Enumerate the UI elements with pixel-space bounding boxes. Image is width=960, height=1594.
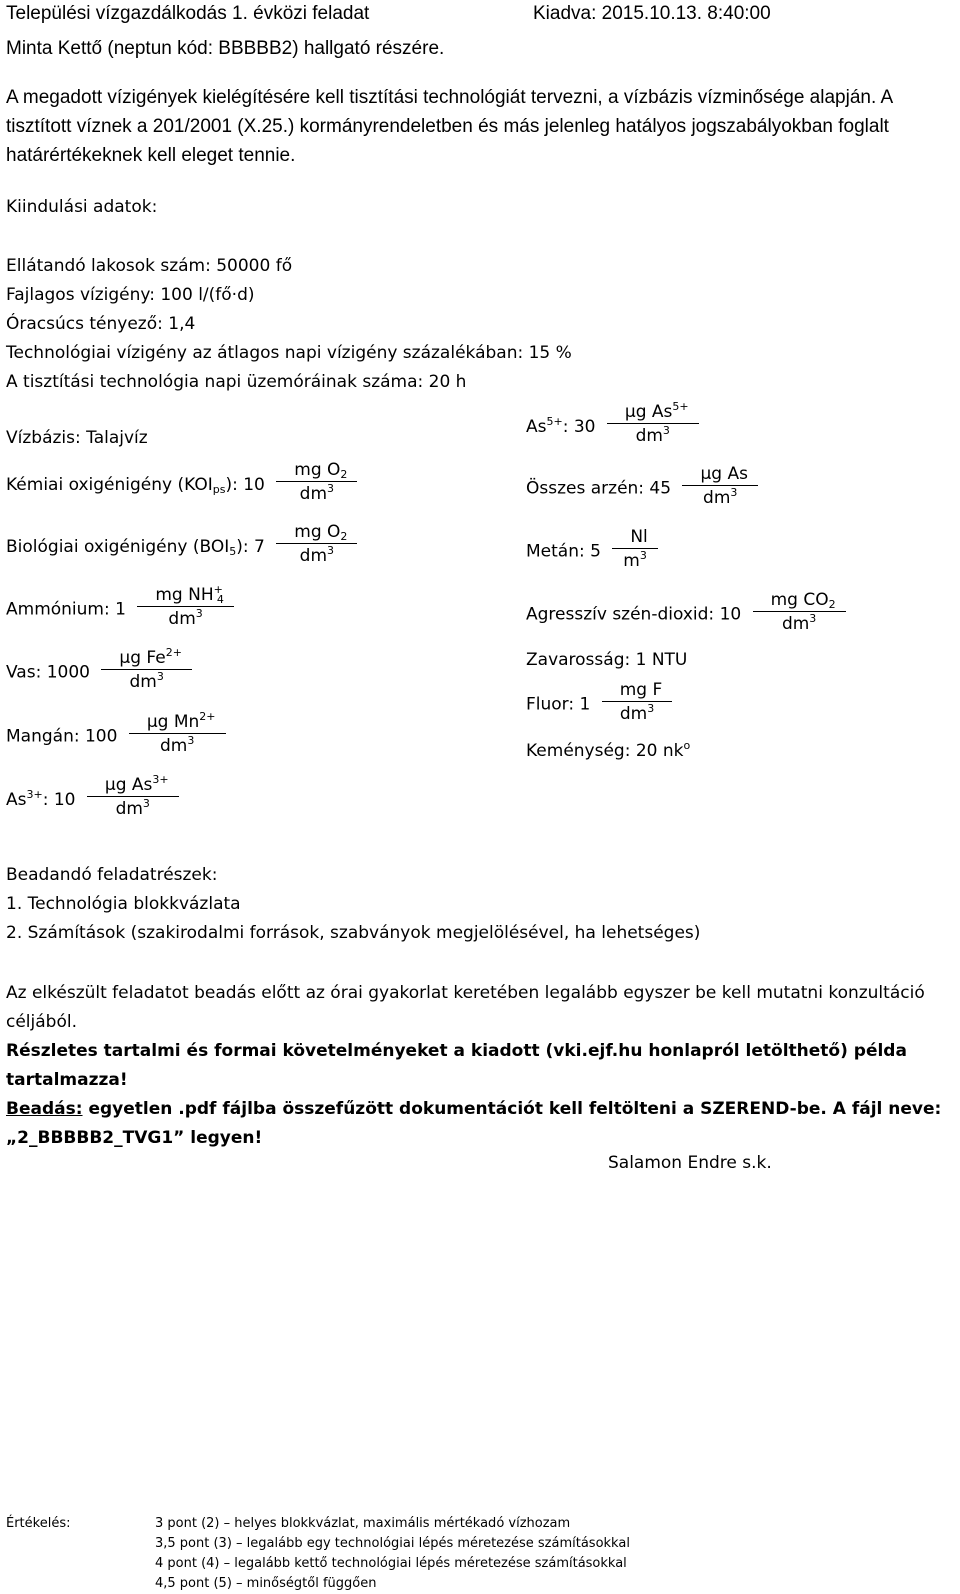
initial-data-line: Technológiai vízigény az átlagos napi vízigény százalékában: 15 %: [6, 343, 572, 363]
param-boi: Biológiai oxigénigény $(BOI_5)$: 7 $\frac{mg O_2}{dm^3}$: [6, 524, 357, 569]
student-line: Minta Kettő (neptun kód: BBBBB2) hallgató részére.: [6, 38, 445, 59]
initial-data-line: A tisztítási technológia napi üzemóráinak száma: 20 h: [6, 372, 467, 392]
water-source-label: Vízbázis: Talajvíz: [6, 428, 148, 448]
initial-data-heading: Kiindulási adatok:: [6, 197, 158, 217]
assignment-title: Települési vízgazdálkodás 1. évközi feladat: [6, 3, 370, 24]
param-fluoride: Fluor: 1 $\frac{\text{mg F}}{dm^3}$: [526, 682, 672, 727]
grading-item: 4,5 pont (5) – minőségtől függően: [155, 1576, 377, 1591]
signature: Salamon Endre s.k.: [608, 1153, 772, 1173]
param-total-arsenic: Összes arzén: 45 $\frac{\text{µg As}}{dm^3}$: [526, 466, 758, 511]
submission-note: Beadás: egyetlen .pdf fájlba összefűzött dokumentációt kell feltölteni a SZEREND-be. A fájl neve: „2_BBBBB2_TVG1” legyen!: [6, 1099, 942, 1148]
param-as5: $As^{5+}$: 30 $\frac{\mu g As^{5+}}{dm^3}$: [526, 404, 699, 449]
issue-date: Kiadva: 2015.10.13. 8:40:00: [533, 3, 771, 24]
grading-item: 3,5 pont (3) – legalább egy technológiai lépés méretezése számításokkal: [155, 1536, 630, 1551]
grading-item: 3 pont (2) – helyes blokkvázlat, maximális mértékadó vízhozam: [155, 1516, 571, 1531]
param-turbidity: Zavarosság: 1 NTU: [526, 650, 688, 670]
deliverable-item: 1. Technológia blokkvázlata: [6, 894, 241, 914]
param-methane: Metán: 5 $\frac{Nl}{m^3}$: [526, 529, 658, 574]
requirements-note: Részletes tartalmi és formai követelményeket a kiadott (vki.ejf.hu honlapról letölthető) példa tartalmazza!: [6, 1041, 907, 1090]
deliverable-item: 2. Számítások (szakirodalmi források, szabványok megjelölésével, ha lehetséges): [6, 923, 701, 943]
deliverables-heading: Beadandó feladatrészek:: [6, 865, 218, 885]
initial-data-line: Fajlagos vízigény: 100 l/(fő·d): [6, 285, 255, 305]
submission-label: Beadás:: [6, 1099, 83, 1119]
param-koi: Kémiai oxigénigény $(KOI_{ps})$: 10 $\frac{mg O_2}{dm^3}$: [6, 462, 357, 507]
initial-data-line: Óracsúcs tényező: 1,4: [6, 314, 196, 334]
grading-item: 4 pont (4) – legalább kettő technológiai lépés méretezése számításokkal: [155, 1556, 627, 1571]
initial-data-line: Ellátandó lakosok szám: 50000 fő: [6, 256, 293, 276]
param-ammonium: Ammónium: 1 $\frac{mg NH^+_4}{dm^3}$: [6, 587, 234, 632]
grading-label: Értékelés:: [6, 1516, 71, 1531]
param-co2: Agresszív szén-dioxid: 10 $\frac{mg CO_2}{dm^3}$: [526, 592, 846, 637]
param-hardness: Keménység: 20 $nk^o$: [526, 739, 691, 761]
consultation-note: Az elkészült feladatot beadás előtt az órai gyakorlat keretében legalább egyszer be kell mutatni konzultáció céljából.: [6, 983, 925, 1032]
param-as3: $As^{3+}$: 10 $\frac{\mu g As^{3+}}{dm^3}$: [6, 777, 179, 822]
intro-paragraph: A megadott vízigények kielégítésére kell tisztítási technológiát tervezni, a vízbázis vízminősége alapján. A tisztított víznek a 201/2001 (X.25.) kormányrendeletben és más jelenleg hatályos jogszabályokban foglalt határértékeknek kell eleget tennie.: [6, 87, 893, 166]
param-manganese: Mangán: 100 $\frac{\mu g Mn^{2+}}{dm^3}$: [6, 714, 226, 759]
param-iron: Vas: 1000 $\frac{\mu g Fe^{2+}}{dm^3}$: [6, 650, 192, 695]
